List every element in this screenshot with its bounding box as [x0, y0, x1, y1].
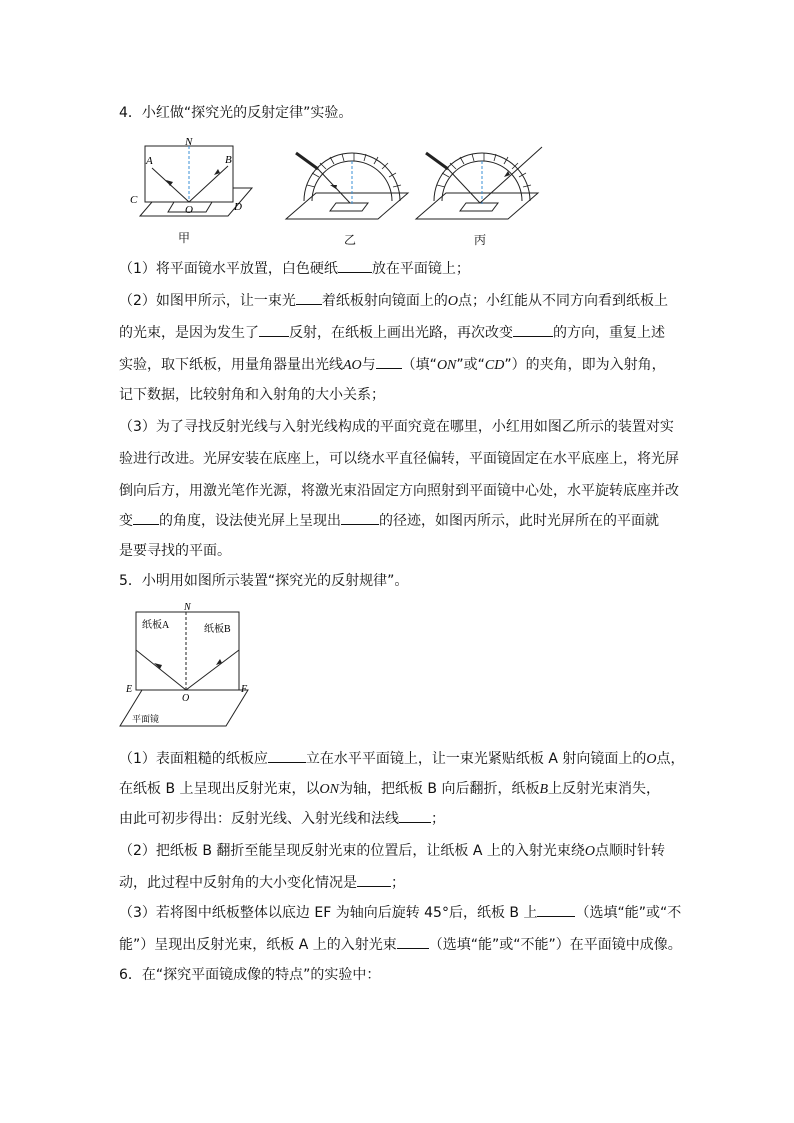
jia-label-c: C	[130, 194, 138, 206]
q6-title: 6．在“探究平面镜成像的特点”的实验中：	[119, 967, 381, 983]
q5-part1-line1: （1）表面粗糙的纸板应 立在水平平面镜上，让一束光紧贴纸板 A 射向镜面上的O点，	[119, 751, 685, 767]
q5-label-o: O	[182, 693, 190, 704]
q5-label-mirror: 平面镜	[132, 714, 160, 724]
yi-mirror	[330, 203, 368, 211]
q5-label-board-a: 纸板A	[142, 620, 170, 631]
q5-part2-line2: 动，此过程中反射角的大小变化情况是 ；	[119, 875, 405, 891]
q5-part3-line2: 能”）呈现出反射光束，纸板 A 上的入射光束 （选填“能”或“不能”）在平面镜中成像。	[119, 937, 682, 953]
yi-beam-arrow	[330, 185, 337, 189]
jia-label-o: O	[185, 204, 193, 216]
q4-part3-line3: 倒向后方，用激光笔作光源，将激光束沿固定方向照射到平面镜中心处，水平旋转底座并改	[119, 483, 679, 499]
jia-label-n: N	[185, 136, 193, 148]
q5-label-n: N	[184, 602, 191, 613]
bing-mirror	[460, 203, 498, 211]
caption-yi: 乙	[344, 233, 357, 247]
q4-part3-line5: 是要寻找的平面。	[119, 543, 231, 559]
q4-part3-line2: 验进行改进。光屏安装在底座上，可以绕水平直径偏转，平面镜固定在水平底座上，将光屏	[119, 451, 679, 467]
q5-title: 5．小明用如图所示装置“探究光的反射规律”。	[119, 573, 409, 589]
q4-title: 4．小红做“探究光的反射定律”实验。	[119, 105, 353, 121]
q5-part1-line3: 由此可初步得出：反射光线、入射光线和法线 ；	[119, 811, 445, 827]
bing-laser-pen	[426, 153, 448, 169]
bing-reflected-beam	[480, 147, 542, 203]
q4-part1: （1）将平面镜水平放置，白色硬纸 放在平面镜上；	[119, 261, 470, 277]
jia-label-d: D	[234, 201, 242, 213]
q4-part2-line1: （2）如图甲所示，让一束光 着纸板射向镜面上的O点；小红能从不同方向看到纸板上	[119, 293, 669, 309]
q4-part2-line2: 的光束，是因为发生了 反射，在纸板上画出光路，再次改变 的方向，重复上述	[119, 325, 665, 341]
q5-label-board-b: 纸板B	[204, 624, 231, 635]
q4-part3-line4: 变 的角度，设法使光屏上呈现出 的径迹，如图丙所示，此时光屏所在的平面就	[119, 513, 659, 529]
bing-incident-beam	[448, 169, 480, 203]
q5-part2-line1: （2）把纸板 B 翻折至能呈现反射光束的位置后，让纸板 A 上的入射光束绕O点顺时针转	[119, 843, 666, 859]
q5-part3-line1: （3）若将图中纸板整体以底边 EF 为轴向后旋转 45°后，纸板 B 上 （选填“能”或“不	[119, 905, 682, 921]
yi-laser-pen	[296, 153, 318, 169]
q4-figure-yi	[284, 145, 414, 225]
caption-jia: 甲	[178, 231, 191, 245]
q5-label-f: F	[241, 684, 248, 695]
jia-label-b: B	[225, 154, 232, 166]
jia-label-a: A	[146, 155, 153, 167]
q4-part3-line1: （3）为了寻找反射光线与入射光线构成的平面究竟在哪里，小红用如图乙所示的装置对实	[119, 419, 674, 435]
q5-part1-line2: 在纸板 B 上呈现出反射光束，以ON为轴，把纸板 B 向后翻折，纸板B上反射光束消失，	[119, 781, 661, 797]
q4-figure-bing	[414, 145, 548, 225]
q4-part2-line3: 实验，取下纸板，用量角器量出光线AO与 （填“ON”或“CD”）的夹角，即为入射角，	[119, 357, 666, 373]
q4-figure-jia	[128, 136, 258, 222]
caption-bing: 丙	[474, 233, 487, 247]
q4-part2-line4: 记下数据，比较射角和入射角的大小关系；	[119, 387, 385, 403]
q5-label-e: E	[126, 684, 133, 695]
q5-figure	[118, 600, 254, 734]
